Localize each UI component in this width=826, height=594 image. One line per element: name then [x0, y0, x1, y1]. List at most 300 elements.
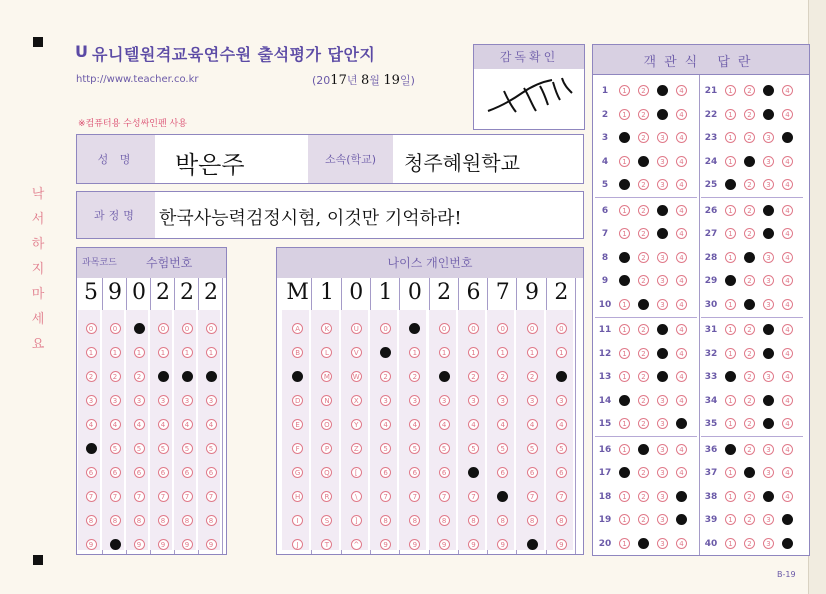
answer-bubble[interactable]: 7	[409, 491, 420, 502]
answer-bubble[interactable]: 2	[638, 348, 649, 359]
answer-bubble[interactable]	[744, 299, 755, 310]
answer-bubble[interactable]	[619, 179, 630, 190]
answer-bubble[interactable]: 4	[676, 395, 687, 406]
answer-bubble[interactable]: 3	[158, 395, 169, 406]
answer-bubble[interactable]: 3	[439, 395, 450, 406]
answer-bubble[interactable]: S	[321, 515, 332, 526]
answer-bubble[interactable]: 0	[556, 323, 567, 334]
answer-bubble[interactable]: 3	[657, 156, 668, 167]
answer-bubble[interactable]: 6	[182, 467, 193, 478]
answer-bubble[interactable]: 1	[725, 109, 736, 120]
answer-bubble[interactable]: 3	[657, 491, 668, 502]
answer-bubble[interactable]	[763, 85, 774, 96]
answer-bubble[interactable]: 2	[86, 371, 97, 382]
answer-bubble[interactable]	[657, 371, 668, 382]
answer-bubble[interactable]: 4	[676, 156, 687, 167]
answer-bubble[interactable]: 0	[468, 323, 479, 334]
answer-bubble[interactable]: 4	[676, 371, 687, 382]
answer-bubble[interactable]: 7	[556, 491, 567, 502]
answer-bubble[interactable]: O	[321, 419, 332, 430]
answer-bubble[interactable]: 5	[134, 443, 145, 454]
answer-bubble[interactable]	[725, 444, 736, 455]
answer-bubble[interactable]: 8	[158, 515, 169, 526]
answer-bubble[interactable]: 1	[206, 347, 217, 358]
answer-bubble[interactable]	[725, 275, 736, 286]
answer-bubble[interactable]: 9	[556, 539, 567, 550]
answer-bubble[interactable]: 2	[468, 371, 479, 382]
answer-bubble[interactable]: D	[292, 395, 303, 406]
answer-bubble[interactable]: 1	[619, 156, 630, 167]
answer-bubble[interactable]: 2	[638, 395, 649, 406]
answer-bubble[interactable]: 1	[725, 348, 736, 359]
answer-bubble[interactable]: 1	[725, 299, 736, 310]
answer-bubble[interactable]: 3	[657, 538, 668, 549]
answer-bubble[interactable]: 1	[725, 85, 736, 96]
answer-bubble[interactable]	[744, 252, 755, 263]
answer-bubble[interactable]: 1	[725, 252, 736, 263]
answer-bubble[interactable]	[657, 85, 668, 96]
answer-bubble[interactable]: 1	[86, 347, 97, 358]
answer-bubble[interactable]: 3	[409, 395, 420, 406]
answer-bubble[interactable]: 4	[676, 132, 687, 143]
answer-bubble[interactable]: 2	[744, 348, 755, 359]
answer-bubble[interactable]: 4	[782, 252, 793, 263]
answer-bubble[interactable]: 7	[439, 491, 450, 502]
answer-bubble[interactable]: 3	[657, 514, 668, 525]
answer-bubble[interactable]: 1	[619, 205, 630, 216]
answer-bubble[interactable]: 4	[782, 275, 793, 286]
answer-bubble[interactable]: 1	[619, 444, 630, 455]
answer-bubble[interactable]: M	[321, 371, 332, 382]
answer-bubble[interactable]: 2	[638, 467, 649, 478]
answer-bubble[interactable]: 7	[158, 491, 169, 502]
answer-bubble[interactable]: 2	[744, 275, 755, 286]
answer-bubble[interactable]: 4	[182, 419, 193, 430]
answer-bubble[interactable]: 9	[380, 539, 391, 550]
answer-bubble[interactable]	[782, 514, 793, 525]
answer-bubble[interactable]: 3	[763, 371, 774, 382]
answer-bubble[interactable]: 7	[527, 491, 538, 502]
answer-bubble[interactable]: 7	[134, 491, 145, 502]
answer-bubble[interactable]: X	[351, 395, 362, 406]
answer-bubble[interactable]: 4	[676, 467, 687, 478]
answer-bubble[interactable]	[206, 371, 217, 382]
answer-bubble[interactable]: 3	[657, 467, 668, 478]
answer-bubble[interactable]: 4	[134, 419, 145, 430]
answer-bubble[interactable]: 8	[527, 515, 538, 526]
answer-bubble[interactable]: 1	[725, 324, 736, 335]
answer-bubble[interactable]: 4	[782, 467, 793, 478]
answer-bubble[interactable]	[763, 491, 774, 502]
answer-bubble[interactable]	[657, 109, 668, 120]
answer-bubble[interactable]: 4	[676, 538, 687, 549]
answer-bubble[interactable]: 5	[206, 443, 217, 454]
answer-bubble[interactable]: 3	[763, 132, 774, 143]
answer-bubble[interactable]: 3	[763, 156, 774, 167]
answer-bubble[interactable]: 1	[619, 491, 630, 502]
answer-bubble[interactable]: 1	[619, 109, 630, 120]
answer-bubble[interactable]: 8	[468, 515, 479, 526]
answer-bubble[interactable]: N	[321, 395, 332, 406]
answer-bubble[interactable]	[439, 371, 450, 382]
answer-bubble[interactable]: 4	[380, 419, 391, 430]
answer-bubble[interactable]: 7	[206, 491, 217, 502]
answer-bubble[interactable]: 9	[409, 539, 420, 550]
answer-bubble[interactable]: 6	[158, 467, 169, 478]
answer-bubble[interactable]: 6	[409, 467, 420, 478]
answer-bubble[interactable]: 4	[782, 85, 793, 96]
answer-bubble[interactable]	[638, 444, 649, 455]
answer-bubble[interactable]: 2	[638, 205, 649, 216]
answer-bubble[interactable]: 3	[763, 252, 774, 263]
answer-bubble[interactable]	[763, 348, 774, 359]
answer-bubble[interactable]: 4	[676, 348, 687, 359]
answer-bubble[interactable]: J	[292, 539, 303, 550]
answer-bubble[interactable]	[638, 538, 649, 549]
answer-bubble[interactable]: 2	[744, 132, 755, 143]
answer-bubble[interactable]: 6	[556, 467, 567, 478]
answer-bubble[interactable]: 1	[110, 347, 121, 358]
answer-bubble[interactable]	[619, 467, 630, 478]
answer-bubble[interactable]: 2	[744, 109, 755, 120]
answer-bubble[interactable]	[110, 539, 121, 550]
answer-bubble[interactable]: 1	[182, 347, 193, 358]
answer-bubble[interactable]: 6	[206, 467, 217, 478]
answer-bubble[interactable]: 2	[744, 395, 755, 406]
answer-bubble[interactable]	[619, 132, 630, 143]
answer-bubble[interactable]	[556, 371, 567, 382]
answer-bubble[interactable]: 7	[380, 491, 391, 502]
answer-bubble[interactable]: 0	[380, 323, 391, 334]
answer-bubble[interactable]: P	[321, 443, 332, 454]
answer-bubble[interactable]: 0	[206, 323, 217, 334]
answer-bubble[interactable]: 1	[725, 132, 736, 143]
answer-bubble[interactable]: 4	[206, 419, 217, 430]
answer-bubble[interactable]	[657, 324, 668, 335]
answer-bubble[interactable]: 4	[782, 228, 793, 239]
answer-bubble[interactable]: 9	[206, 539, 217, 550]
answer-bubble[interactable]	[158, 371, 169, 382]
answer-bubble[interactable]: A	[292, 323, 303, 334]
answer-bubble[interactable]: 8	[380, 515, 391, 526]
answer-bubble[interactable]: 5	[380, 443, 391, 454]
answer-bubble[interactable]	[744, 156, 755, 167]
answer-bubble[interactable]: 5	[182, 443, 193, 454]
answer-bubble[interactable]	[134, 323, 145, 334]
answer-bubble[interactable]: 4	[676, 85, 687, 96]
answer-bubble[interactable]: 7	[182, 491, 193, 502]
answer-bubble[interactable]	[468, 467, 479, 478]
answer-bubble[interactable]: 4	[676, 179, 687, 190]
answer-bubble[interactable]	[763, 418, 774, 429]
answer-bubble[interactable]: 3	[763, 467, 774, 478]
answer-bubble[interactable]: 9	[86, 539, 97, 550]
answer-bubble[interactable]: 4	[782, 179, 793, 190]
answer-bubble[interactable]: 1	[619, 418, 630, 429]
answer-bubble[interactable]: 4	[782, 156, 793, 167]
answer-bubble[interactable]: 1	[725, 418, 736, 429]
answer-bubble[interactable]: 2	[638, 275, 649, 286]
answer-bubble[interactable]: 3	[657, 418, 668, 429]
answer-bubble[interactable]: 2	[638, 85, 649, 96]
answer-bubble[interactable]: 6	[527, 467, 538, 478]
answer-bubble[interactable]: 1	[619, 299, 630, 310]
answer-bubble[interactable]: 5	[409, 443, 420, 454]
answer-bubble[interactable]: 7	[110, 491, 121, 502]
answer-bubble[interactable]: 1	[725, 228, 736, 239]
answer-bubble[interactable]: 4	[782, 205, 793, 216]
answer-bubble[interactable]: 8	[110, 515, 121, 526]
answer-bubble[interactable]: 8	[86, 515, 97, 526]
answer-bubble[interactable]: [	[351, 467, 362, 478]
answer-bubble[interactable]: 1	[619, 324, 630, 335]
answer-bubble[interactable]: 3	[763, 538, 774, 549]
answer-bubble[interactable]: 1	[725, 395, 736, 406]
answer-bubble[interactable]: 9	[497, 539, 508, 550]
answer-bubble[interactable]: 4	[497, 419, 508, 430]
answer-bubble[interactable]: 8	[409, 515, 420, 526]
answer-bubble[interactable]: 4	[556, 419, 567, 430]
answer-bubble[interactable]: T	[321, 539, 332, 550]
answer-bubble[interactable]: 9	[158, 539, 169, 550]
answer-bubble[interactable]: ^	[351, 539, 362, 550]
answer-bubble[interactable]: U	[351, 323, 362, 334]
answer-bubble[interactable]: R	[321, 491, 332, 502]
answer-bubble[interactable]: B	[292, 347, 303, 358]
answer-bubble[interactable]: 0	[86, 323, 97, 334]
answer-bubble[interactable]: 1	[619, 514, 630, 525]
answer-bubble[interactable]	[676, 418, 687, 429]
answer-bubble[interactable]: 3	[206, 395, 217, 406]
answer-bubble[interactable]: K	[321, 323, 332, 334]
answer-bubble[interactable]: 2	[638, 179, 649, 190]
answer-bubble[interactable]: 4	[676, 252, 687, 263]
answer-bubble[interactable]: 6	[134, 467, 145, 478]
answer-bubble[interactable]: 9	[468, 539, 479, 550]
answer-bubble[interactable]: Q	[321, 467, 332, 478]
answer-bubble[interactable]: L	[321, 347, 332, 358]
answer-bubble[interactable]: 4	[439, 419, 450, 430]
answer-bubble[interactable]: 1	[619, 228, 630, 239]
answer-bubble[interactable]: E	[292, 419, 303, 430]
answer-bubble[interactable]: 8	[497, 515, 508, 526]
answer-bubble[interactable]: 5	[439, 443, 450, 454]
answer-bubble[interactable]: 3	[657, 179, 668, 190]
answer-bubble[interactable]: 2	[744, 371, 755, 382]
answer-bubble[interactable]: \	[351, 491, 362, 502]
answer-bubble[interactable]: 4	[158, 419, 169, 430]
answer-bubble[interactable]	[744, 467, 755, 478]
answer-bubble[interactable]: 3	[657, 275, 668, 286]
answer-bubble[interactable]	[725, 179, 736, 190]
answer-bubble[interactable]: 9	[134, 539, 145, 550]
answer-bubble[interactable]: 2	[744, 491, 755, 502]
answer-bubble[interactable]: 1	[725, 491, 736, 502]
answer-bubble[interactable]: 9	[182, 539, 193, 550]
answer-bubble[interactable]: 4	[782, 395, 793, 406]
answer-bubble[interactable]: 1	[134, 347, 145, 358]
answer-bubble[interactable]: 3	[86, 395, 97, 406]
answer-bubble[interactable]: 7	[468, 491, 479, 502]
answer-bubble[interactable]: 1	[725, 205, 736, 216]
answer-bubble[interactable]: 3	[527, 395, 538, 406]
answer-bubble[interactable]: 4	[782, 299, 793, 310]
answer-bubble[interactable]: 2	[744, 418, 755, 429]
answer-bubble[interactable]: 4	[676, 299, 687, 310]
answer-bubble[interactable]: 1	[556, 347, 567, 358]
answer-bubble[interactable]: G	[292, 467, 303, 478]
answer-bubble[interactable]: 3	[657, 444, 668, 455]
answer-bubble[interactable]: 1	[725, 156, 736, 167]
answer-bubble[interactable]: V	[351, 347, 362, 358]
answer-bubble[interactable]: 5	[527, 443, 538, 454]
answer-bubble[interactable]: Z	[351, 443, 362, 454]
answer-bubble[interactable]: 2	[744, 228, 755, 239]
answer-bubble[interactable]: 3	[556, 395, 567, 406]
answer-bubble[interactable]: 2	[744, 444, 755, 455]
answer-bubble[interactable]: 2	[497, 371, 508, 382]
answer-bubble[interactable]: 3	[763, 275, 774, 286]
answer-bubble[interactable]: 5	[468, 443, 479, 454]
answer-bubble[interactable]: 1	[497, 347, 508, 358]
answer-bubble[interactable]: 4	[527, 419, 538, 430]
answer-bubble[interactable]	[380, 347, 391, 358]
answer-bubble[interactable]	[763, 324, 774, 335]
answer-bubble[interactable]: 2	[744, 324, 755, 335]
answer-bubble[interactable]: 2	[638, 371, 649, 382]
answer-bubble[interactable]: 3	[657, 132, 668, 143]
answer-bubble[interactable]: ]	[351, 515, 362, 526]
answer-bubble[interactable]: 8	[134, 515, 145, 526]
answer-bubble[interactable]	[657, 348, 668, 359]
answer-bubble[interactable]: I	[292, 515, 303, 526]
answer-bubble[interactable]: 4	[676, 228, 687, 239]
answer-bubble[interactable]	[782, 538, 793, 549]
answer-bubble[interactable]: 0	[497, 323, 508, 334]
answer-bubble[interactable]: 2	[638, 514, 649, 525]
answer-bubble[interactable]: 4	[676, 444, 687, 455]
answer-bubble[interactable]: 5	[497, 443, 508, 454]
answer-bubble[interactable]: 3	[763, 179, 774, 190]
answer-bubble[interactable]: 4	[782, 371, 793, 382]
answer-bubble[interactable]	[763, 109, 774, 120]
answer-bubble[interactable]: 1	[158, 347, 169, 358]
answer-bubble[interactable]: 2	[744, 205, 755, 216]
answer-bubble[interactable]: 5	[110, 443, 121, 454]
answer-bubble[interactable]: 3	[763, 444, 774, 455]
answer-bubble[interactable]: 1	[409, 347, 420, 358]
answer-bubble[interactable]: 6	[380, 467, 391, 478]
answer-bubble[interactable]: F	[292, 443, 303, 454]
answer-bubble[interactable]: 4	[782, 418, 793, 429]
answer-bubble[interactable]: 3	[763, 514, 774, 525]
answer-bubble[interactable]: 5	[556, 443, 567, 454]
answer-bubble[interactable]	[527, 539, 538, 550]
answer-bubble[interactable]: 1	[619, 371, 630, 382]
answer-bubble[interactable]	[763, 228, 774, 239]
answer-bubble[interactable]: 2	[409, 371, 420, 382]
answer-bubble[interactable]: 1	[725, 514, 736, 525]
answer-bubble[interactable]	[657, 228, 668, 239]
answer-bubble[interactable]: 2	[110, 371, 121, 382]
answer-bubble[interactable]	[182, 371, 193, 382]
answer-bubble[interactable]	[763, 205, 774, 216]
answer-bubble[interactable]: 8	[206, 515, 217, 526]
answer-bubble[interactable]: 6	[110, 467, 121, 478]
answer-bubble[interactable]: 4	[782, 444, 793, 455]
answer-bubble[interactable]: 0	[182, 323, 193, 334]
answer-bubble[interactable]: 8	[439, 515, 450, 526]
answer-bubble[interactable]	[725, 371, 736, 382]
answer-bubble[interactable]	[638, 156, 649, 167]
answer-bubble[interactable]: 0	[439, 323, 450, 334]
answer-bubble[interactable]: 1	[725, 467, 736, 478]
answer-bubble[interactable]: 2	[380, 371, 391, 382]
answer-bubble[interactable]: 2	[744, 179, 755, 190]
answer-bubble[interactable]: 2	[638, 252, 649, 263]
answer-bubble[interactable]: Y	[351, 419, 362, 430]
answer-bubble[interactable]: 5	[158, 443, 169, 454]
answer-bubble[interactable]: 2	[527, 371, 538, 382]
answer-bubble[interactable]: 6	[439, 467, 450, 478]
answer-bubble[interactable]: 8	[182, 515, 193, 526]
answer-bubble[interactable]	[763, 395, 774, 406]
answer-bubble[interactable]: 3	[657, 299, 668, 310]
answer-bubble[interactable]: 2	[744, 538, 755, 549]
answer-bubble[interactable]: 4	[782, 109, 793, 120]
answer-bubble[interactable]: 3	[134, 395, 145, 406]
answer-bubble[interactable]: 4	[676, 205, 687, 216]
answer-bubble[interactable]: 4	[110, 419, 121, 430]
answer-bubble[interactable]	[676, 491, 687, 502]
answer-bubble[interactable]: 4	[676, 275, 687, 286]
answer-bubble[interactable]: 2	[744, 85, 755, 96]
answer-bubble[interactable]: 6	[86, 467, 97, 478]
answer-bubble[interactable]: 2	[638, 418, 649, 429]
answer-bubble[interactable]: 2	[638, 228, 649, 239]
answer-bubble[interactable]: 9	[439, 539, 450, 550]
answer-bubble[interactable]: 2	[638, 324, 649, 335]
answer-bubble[interactable]: 4	[468, 419, 479, 430]
answer-bubble[interactable]: 2	[638, 109, 649, 120]
answer-bubble[interactable]	[676, 514, 687, 525]
answer-bubble[interactable]: 3	[182, 395, 193, 406]
answer-bubble[interactable]: 1	[619, 538, 630, 549]
answer-bubble[interactable]: 4	[782, 491, 793, 502]
answer-bubble[interactable]: 3	[497, 395, 508, 406]
answer-bubble[interactable]: 3	[380, 395, 391, 406]
answer-bubble[interactable]: 1	[619, 348, 630, 359]
answer-bubble[interactable]: 4	[676, 324, 687, 335]
answer-bubble[interactable]: 2	[638, 491, 649, 502]
answer-bubble[interactable]: 4	[782, 348, 793, 359]
answer-bubble[interactable]: 3	[763, 299, 774, 310]
answer-bubble[interactable]	[86, 443, 97, 454]
answer-bubble[interactable]: 1	[439, 347, 450, 358]
answer-bubble[interactable]: 3	[110, 395, 121, 406]
answer-bubble[interactable]: 3	[657, 252, 668, 263]
answer-bubble[interactable]	[619, 395, 630, 406]
answer-bubble[interactable]: 3	[468, 395, 479, 406]
answer-bubble[interactable]: 3	[657, 395, 668, 406]
answer-bubble[interactable]: 1	[468, 347, 479, 358]
answer-bubble[interactable]: 2	[638, 132, 649, 143]
answer-bubble[interactable]: 4	[409, 419, 420, 430]
answer-bubble[interactable]	[619, 252, 630, 263]
answer-bubble[interactable]	[619, 275, 630, 286]
answer-bubble[interactable]	[782, 132, 793, 143]
answer-bubble[interactable]: 4	[782, 324, 793, 335]
